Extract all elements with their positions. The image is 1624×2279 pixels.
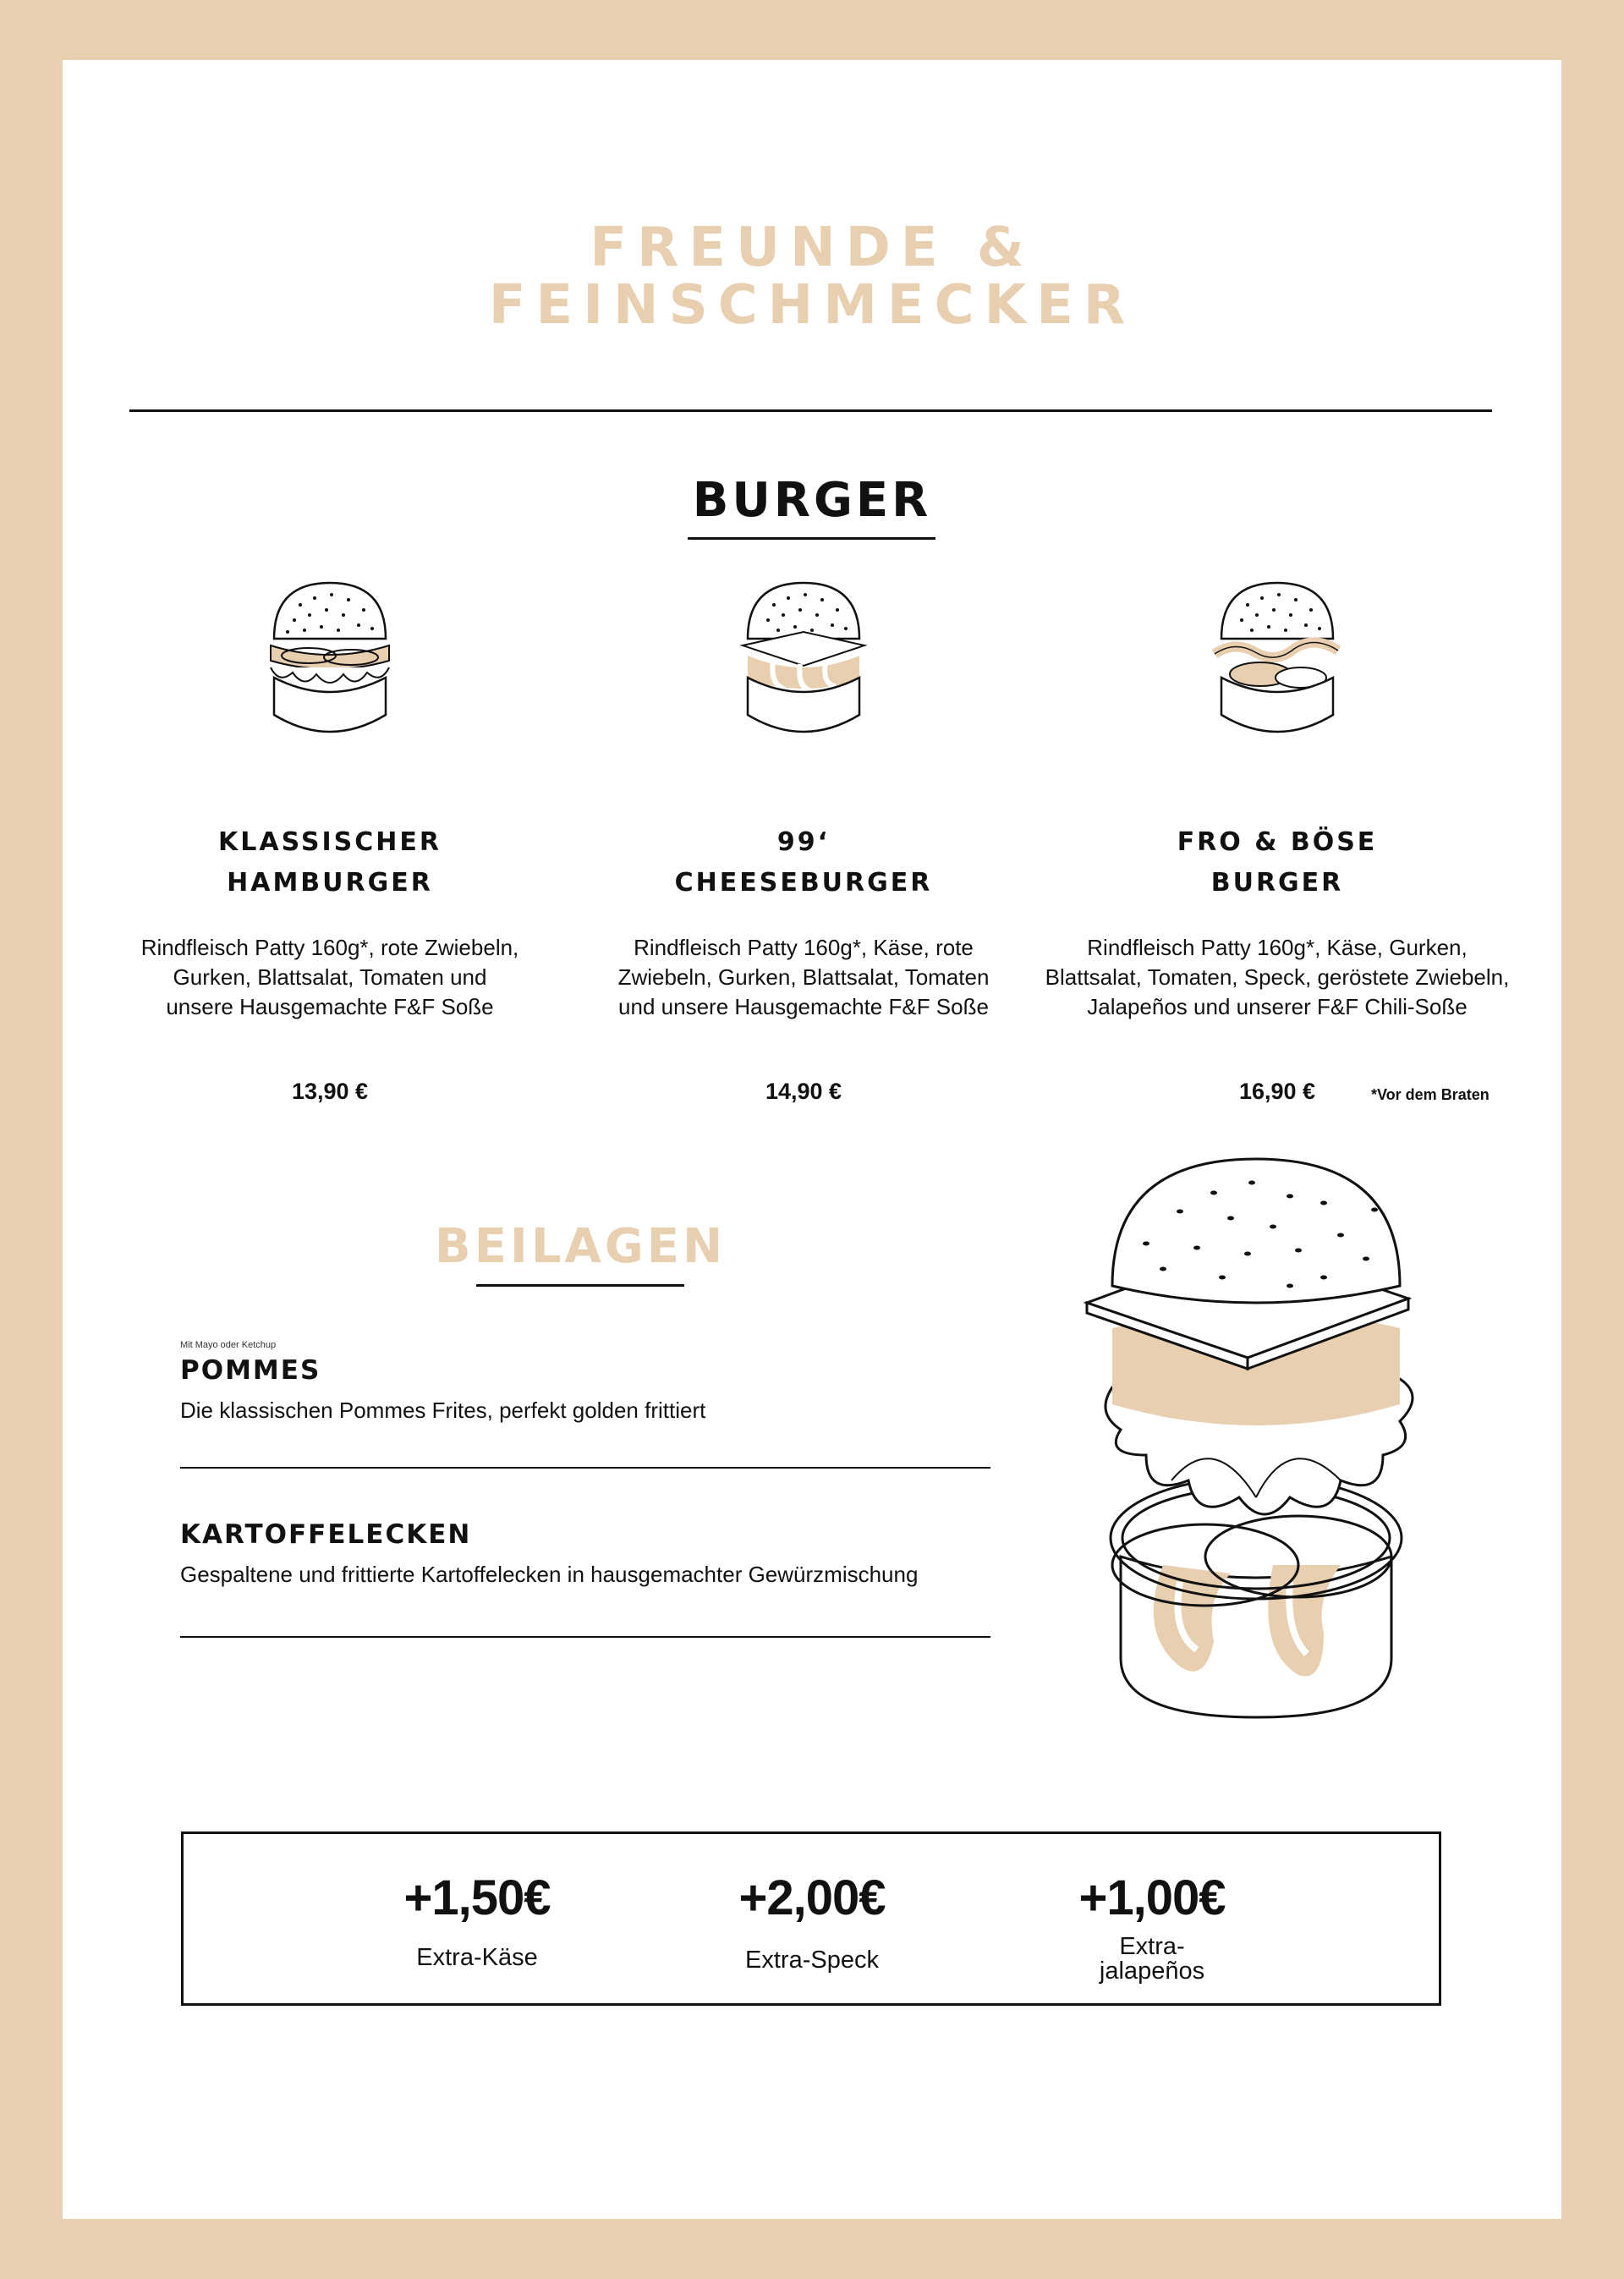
burger-section-title: BURGER: [692, 473, 932, 528]
side-divider: [180, 1636, 990, 1638]
side-name-kartoffelecken: KARTOFFELECKEN: [180, 1519, 472, 1550]
extra-label-jalapenos: [1017, 1935, 1287, 1984]
description-line: Rindfleisch Patty 160g*, rote Zwiebeln,: [140, 935, 519, 960]
description-line: Rindfleisch Patty 160g*, Käse, Gurken,: [1087, 935, 1468, 960]
burger-name-line-2: HAMBURGER: [227, 868, 433, 898]
extra-label-line: Extra-Käse: [416, 1944, 538, 1971]
side-description-kartoffelecken: Gespaltene und frittierte Kartoffelecken in hausgemachter Gewürzmischung: [180, 1562, 919, 1587]
burger-name-line-2: BURGER: [1210, 868, 1344, 898]
burger-name-cheeseburger: [567, 822, 1040, 903]
hamburger-icon: [262, 579, 398, 749]
description-line: Zwiebeln, Gurken, Blattsalat, Tomaten: [617, 964, 990, 990]
burger-name-klassischer: [93, 822, 567, 903]
extra-label-kaese: [342, 1946, 612, 1970]
burger-price-fro-boese: 16,90 €: [1238, 1079, 1316, 1104]
burger-description-fro-boese: [1032, 933, 1522, 1022]
burger-description-cheeseburger: [558, 933, 1049, 1022]
bacon-burger-icon: [1210, 579, 1345, 749]
extra-label-line: Extra-Speck: [745, 1947, 879, 1974]
description-line: Blattsalat, Tomaten, Speck, geröstete Zwiebeln,: [1045, 964, 1510, 990]
burger-name-line-1: 99‘: [776, 827, 831, 857]
sides-title-underline: [476, 1284, 684, 1287]
burger-description-klassischer: [85, 933, 575, 1022]
extra-label-line: jalapeños: [1099, 1958, 1205, 1985]
description-line: und unsere Hausgemachte F&F Soße: [618, 994, 989, 1019]
description-line: unsere Hausgemachte F&F Soße: [166, 994, 494, 1019]
burger-price-klassischer: 13,90 €: [291, 1079, 369, 1104]
description-line: Rindfleisch Patty 160g*, Käse, rote: [634, 935, 974, 960]
brand-line-1: FREUNDE &: [590, 217, 1034, 279]
extra-price-speck: +2,00€: [738, 1870, 886, 1925]
brand-line-2: FEINSCHMECKER: [488, 274, 1136, 337]
burger-name-fro-boese: [1040, 822, 1514, 903]
burger-name-line-2: CHEESEBURGER: [674, 868, 933, 898]
side-name-pommes: POMMES: [180, 1355, 321, 1386]
burger-name-line-1: FRO & BÖSE: [1177, 827, 1378, 857]
description-line: Jalapeños und unserer F&F Chili-Soße: [1087, 994, 1468, 1019]
burger-price-cheeseburger: 14,90 €: [765, 1079, 842, 1104]
description-line: Gurken, Blattsalat, Tomaten und: [173, 964, 487, 990]
extra-price-jalapenos: +1,00€: [1078, 1870, 1226, 1925]
side-divider: [180, 1467, 990, 1469]
exploded-burger-illustration: [1087, 1159, 1425, 1734]
header-divider: [129, 409, 1492, 412]
side-description-pommes: Die klassischen Pommes Frites, perfekt golden frittiert: [180, 1398, 706, 1423]
cheeseburger-icon: [736, 579, 871, 749]
sides-section-title: BEILAGEN: [435, 1219, 726, 1274]
burger-title-underline: [688, 537, 935, 540]
burger-name-line-1: KLASSISCHER: [218, 827, 442, 857]
extra-label-speck: [677, 1948, 947, 1973]
extra-label-line: Extra-: [1119, 1933, 1185, 1960]
footnote: *Vor dem Braten: [1371, 1086, 1490, 1103]
side-note: Mit Mayo oder Ketchup: [180, 1340, 277, 1350]
extra-price-kaese: +1,50€: [403, 1870, 551, 1925]
